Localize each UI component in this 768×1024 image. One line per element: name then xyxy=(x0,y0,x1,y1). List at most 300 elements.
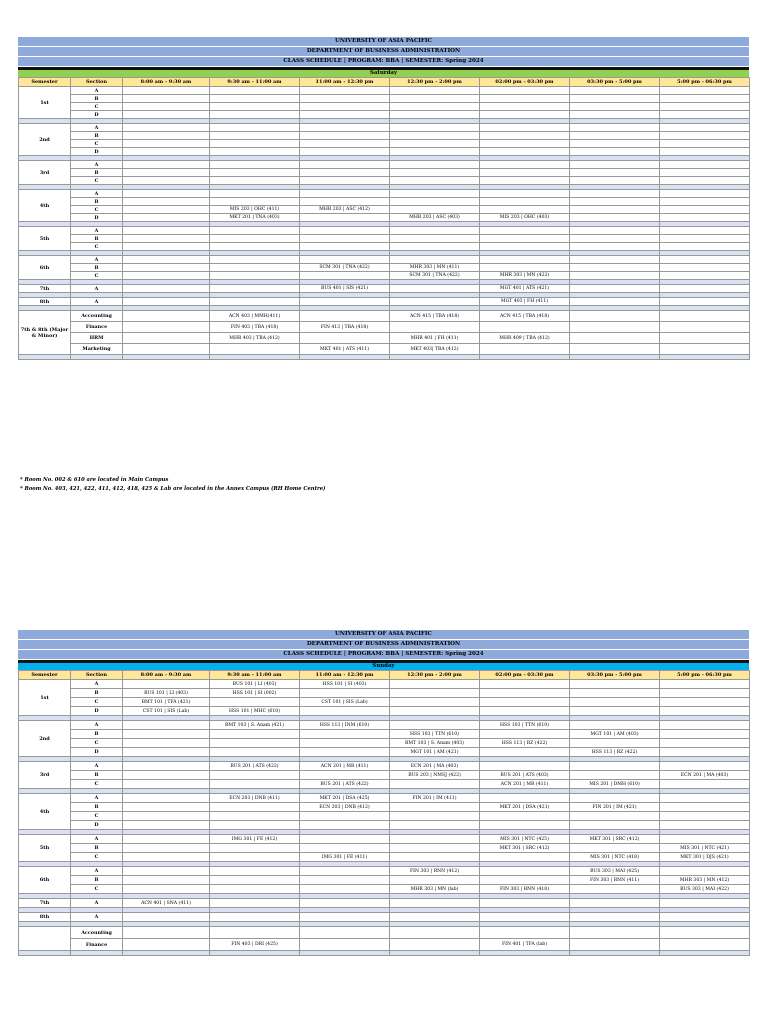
class-cell xyxy=(480,124,570,132)
column-header: 8:00 am - 9:30 am xyxy=(123,671,210,680)
class-cell xyxy=(570,285,660,293)
class-cell xyxy=(570,177,660,185)
class-cell xyxy=(660,689,750,698)
class-cell xyxy=(210,867,300,876)
class-cell: ECN 201 | MA (403) xyxy=(660,771,750,780)
class-cell xyxy=(210,169,300,177)
class-cell xyxy=(210,148,300,156)
class-cell xyxy=(660,698,750,707)
class-cell: HSS 113 | RZ (422) xyxy=(480,739,570,748)
class-cell xyxy=(570,721,660,730)
class-cell xyxy=(660,794,750,803)
table-row xyxy=(19,680,750,689)
table-row xyxy=(19,214,750,222)
class-cell xyxy=(570,87,660,95)
class-cell xyxy=(390,721,480,730)
class-cell xyxy=(390,95,480,103)
class-cell xyxy=(300,876,390,885)
class-cell xyxy=(480,867,570,876)
class-cell: MGT 403 | FH (411) xyxy=(480,298,570,306)
class-cell xyxy=(570,913,660,922)
class-cell xyxy=(300,939,390,951)
class-cell xyxy=(123,913,210,922)
class-cell xyxy=(660,913,750,922)
semester-cell: 3rd xyxy=(19,161,71,185)
class-cell xyxy=(123,762,210,771)
class-cell xyxy=(210,748,300,757)
class-cell xyxy=(660,243,750,251)
table-row xyxy=(19,707,750,716)
table-row xyxy=(19,235,750,243)
section-cell: B xyxy=(71,844,123,853)
class-cell xyxy=(390,899,480,908)
class-cell xyxy=(123,111,210,119)
section-cell: B xyxy=(71,95,123,103)
class-cell xyxy=(210,780,300,789)
class-cell xyxy=(660,214,750,222)
column-header: 12:30 pm - 2:00 pm xyxy=(390,78,480,87)
class-cell xyxy=(210,235,300,243)
class-cell xyxy=(480,913,570,922)
class-cell xyxy=(390,680,480,689)
group-separator xyxy=(19,355,750,360)
class-cell xyxy=(570,124,660,132)
class-cell xyxy=(123,87,210,95)
table-row xyxy=(19,748,750,757)
section-cell: C xyxy=(71,177,123,185)
class-cell: IMG 301 | FE (411) xyxy=(300,853,390,862)
class-cell xyxy=(210,177,300,185)
class-cell xyxy=(210,256,300,264)
section-cell: B xyxy=(71,198,123,206)
class-cell xyxy=(660,835,750,844)
class-cell: MIS 203 | OHC (403) xyxy=(480,214,570,222)
class-cell xyxy=(390,198,480,206)
section-cell: A xyxy=(71,794,123,803)
class-cell xyxy=(210,264,300,272)
class-cell xyxy=(570,812,660,821)
class-cell xyxy=(390,103,480,111)
class-cell xyxy=(300,190,390,198)
table-row xyxy=(19,927,750,939)
table-row xyxy=(19,899,750,908)
class-cell xyxy=(570,103,660,111)
class-cell xyxy=(660,730,750,739)
class-cell xyxy=(480,730,570,739)
class-cell xyxy=(123,206,210,214)
class-cell xyxy=(570,794,660,803)
class-cell xyxy=(660,939,750,951)
class-cell xyxy=(210,885,300,894)
separator-cell xyxy=(300,951,390,956)
class-cell xyxy=(570,243,660,251)
section-cell: B xyxy=(71,264,123,272)
class-cell xyxy=(660,322,750,333)
class-cell xyxy=(210,285,300,293)
table-row xyxy=(19,803,750,812)
university-title: UNIVERSITY OF ASIA PACIFIC xyxy=(18,37,749,47)
class-cell xyxy=(390,803,480,812)
class-cell xyxy=(660,762,750,771)
table-body xyxy=(19,87,750,360)
semester-cell: 1st xyxy=(19,87,71,119)
class-cell xyxy=(123,148,210,156)
table-row xyxy=(19,169,750,177)
table-row xyxy=(19,913,750,922)
class-cell xyxy=(570,256,660,264)
separator-cell xyxy=(210,355,300,360)
class-cell xyxy=(570,169,660,177)
class-cell xyxy=(210,298,300,306)
class-cell: FIN 303 | RNN (411) xyxy=(570,876,660,885)
table-row xyxy=(19,844,750,853)
class-cell xyxy=(390,939,480,951)
section-cell: A xyxy=(71,227,123,235)
class-cell xyxy=(570,344,660,355)
class-cell xyxy=(300,235,390,243)
class-cell xyxy=(390,821,480,830)
class-cell xyxy=(123,835,210,844)
class-cell xyxy=(390,124,480,132)
class-cell: MIS 301 | NTC (425) xyxy=(480,835,570,844)
class-cell xyxy=(123,198,210,206)
class-cell xyxy=(123,939,210,951)
class-cell xyxy=(300,821,390,830)
class-cell: BUS 201 | ATS (422) xyxy=(300,780,390,789)
table-row xyxy=(19,177,750,185)
section-cell: B xyxy=(71,132,123,140)
class-cell xyxy=(570,132,660,140)
class-cell xyxy=(390,256,480,264)
schedule-table xyxy=(18,77,750,360)
class-cell: FIN 403 | TBA (418) xyxy=(210,322,300,333)
semester-cell xyxy=(19,927,71,951)
class-cell xyxy=(210,124,300,132)
class-cell xyxy=(570,939,660,951)
column-header: 02:00 pm - 03:30 pm xyxy=(480,78,570,87)
class-cell xyxy=(390,844,480,853)
class-cell xyxy=(570,885,660,894)
separator-cell xyxy=(570,951,660,956)
section-cell: A xyxy=(71,899,123,908)
class-cell xyxy=(300,333,390,344)
semester-cell: 2nd xyxy=(19,124,71,156)
separator-cell xyxy=(480,951,570,956)
section-cell: A xyxy=(71,835,123,844)
class-cell xyxy=(123,161,210,169)
university-title: UNIVERSITY OF ASIA PACIFIC xyxy=(18,630,749,640)
class-cell xyxy=(660,227,750,235)
class-cell: FIN 413 | TBA (418) xyxy=(300,322,390,333)
separator-cell xyxy=(123,355,210,360)
class-cell xyxy=(480,876,570,885)
class-cell xyxy=(660,264,750,272)
class-cell xyxy=(570,206,660,214)
semester-cell: 4th xyxy=(19,190,71,222)
table-row xyxy=(19,867,750,876)
class-cell xyxy=(210,876,300,885)
separator-cell xyxy=(19,951,71,956)
class-cell: MIS 301 | NTC (418) xyxy=(570,853,660,862)
class-cell xyxy=(123,748,210,757)
class-cell xyxy=(123,812,210,821)
class-cell xyxy=(660,780,750,789)
class-cell xyxy=(300,140,390,148)
table-row xyxy=(19,812,750,821)
class-cell: FIN 303 | RNN (412) xyxy=(390,867,480,876)
class-cell xyxy=(480,322,570,333)
class-cell xyxy=(570,264,660,272)
class-cell xyxy=(570,762,660,771)
class-cell xyxy=(300,739,390,748)
table-row xyxy=(19,111,750,119)
class-cell xyxy=(660,148,750,156)
semester-cell: 2nd xyxy=(19,721,71,757)
class-cell xyxy=(210,344,300,355)
class-cell xyxy=(300,899,390,908)
class-cell xyxy=(300,835,390,844)
class-cell: FIN 201 | IM (421) xyxy=(570,803,660,812)
separator-cell xyxy=(480,355,570,360)
section-cell: Marketing xyxy=(71,344,123,355)
class-cell xyxy=(300,177,390,185)
section-cell: A xyxy=(71,721,123,730)
class-cell xyxy=(480,927,570,939)
class-cell xyxy=(390,161,480,169)
class-cell xyxy=(660,87,750,95)
class-cell: HSS 113 | INM (610) xyxy=(300,721,390,730)
class-cell xyxy=(570,214,660,222)
department-title: DEPARTMENT OF BUSINESS ADMINISTRATION xyxy=(18,640,749,650)
semester-cell: 8th xyxy=(19,913,71,922)
column-header: 02:00 pm - 03:30 pm xyxy=(480,671,570,680)
class-cell xyxy=(390,285,480,293)
class-cell xyxy=(390,140,480,148)
class-cell: MGT 101 | AM (421) xyxy=(390,748,480,757)
semester-cell: 1st xyxy=(19,680,71,716)
class-cell xyxy=(480,680,570,689)
class-cell xyxy=(123,227,210,235)
section-cell: HRM xyxy=(71,333,123,344)
separator-cell xyxy=(570,355,660,360)
class-cell xyxy=(210,821,300,830)
class-cell xyxy=(300,243,390,251)
semester-cell: 7th & 8th (Major & Minor) xyxy=(19,311,71,355)
column-header: 03:30 pm - 5:00 pm xyxy=(570,78,660,87)
class-cell xyxy=(300,885,390,894)
class-cell xyxy=(660,103,750,111)
class-cell xyxy=(300,707,390,716)
footnotes xyxy=(20,476,325,493)
separator-cell xyxy=(390,355,480,360)
class-cell xyxy=(390,298,480,306)
class-cell xyxy=(390,87,480,95)
table-row xyxy=(19,689,750,698)
class-cell xyxy=(480,140,570,148)
section-cell: D xyxy=(71,821,123,830)
class-cell xyxy=(480,132,570,140)
separator-cell xyxy=(71,951,123,956)
class-cell xyxy=(210,272,300,280)
class-cell xyxy=(390,177,480,185)
class-cell: BUS 303 | MAI (422) xyxy=(660,885,750,894)
class-cell xyxy=(570,198,660,206)
class-cell xyxy=(390,206,480,214)
class-cell: HSS 103 | TTN (610) xyxy=(390,730,480,739)
section-cell: A xyxy=(71,256,123,264)
class-cell xyxy=(480,264,570,272)
class-cell xyxy=(390,227,480,235)
separator-cell xyxy=(210,951,300,956)
class-cell: FIN 303 | RNN (418) xyxy=(480,885,570,894)
column-header: Semester xyxy=(19,671,71,680)
class-cell xyxy=(210,803,300,812)
semester-cell: 8th xyxy=(19,298,71,306)
class-cell xyxy=(300,913,390,922)
column-header-row xyxy=(19,671,750,680)
class-cell: MKT 201 | DSA (421) xyxy=(480,803,570,812)
class-cell xyxy=(210,198,300,206)
section-cell: C xyxy=(71,780,123,789)
day-label: Sunday xyxy=(18,660,749,670)
class-cell xyxy=(123,95,210,103)
class-cell xyxy=(300,148,390,156)
class-cell xyxy=(300,132,390,140)
class-cell: BMT 103 | S. Anam (403) xyxy=(390,739,480,748)
table-row xyxy=(19,95,750,103)
section-cell: C xyxy=(71,698,123,707)
class-cell xyxy=(480,762,570,771)
class-cell xyxy=(660,867,750,876)
class-cell xyxy=(390,927,480,939)
class-cell xyxy=(123,272,210,280)
separator-cell xyxy=(123,951,210,956)
table-row xyxy=(19,227,750,235)
class-cell xyxy=(390,853,480,862)
class-cell xyxy=(300,927,390,939)
class-cell xyxy=(480,821,570,830)
saturday-schedule xyxy=(18,37,749,360)
section-cell: C xyxy=(71,739,123,748)
class-cell xyxy=(123,927,210,939)
class-cell xyxy=(123,885,210,894)
table-row xyxy=(19,876,750,885)
class-cell: ACN 401 | SNA (411) xyxy=(123,899,210,908)
class-cell: ECN 201 | MA (403) xyxy=(390,762,480,771)
class-cell xyxy=(390,169,480,177)
class-cell: ECN 203 | DNB (412) xyxy=(300,803,390,812)
class-cell xyxy=(570,140,660,148)
schedule-table xyxy=(18,670,750,956)
column-header-row xyxy=(19,78,750,87)
table-row xyxy=(19,721,750,730)
class-cell xyxy=(210,913,300,922)
footnote: * Room No. 403, 421, 422, 411, 412, 418, 425 & Lab are located in the Annex Campus (RH Home Centre) xyxy=(20,485,326,492)
table-row xyxy=(19,103,750,111)
class-cell xyxy=(300,298,390,306)
section-cell: A xyxy=(71,867,123,876)
table-row xyxy=(19,698,750,707)
class-cell xyxy=(390,913,480,922)
class-cell xyxy=(660,111,750,119)
table-row xyxy=(19,885,750,894)
section-cell: B xyxy=(71,771,123,780)
semester-cell: 5th xyxy=(19,227,71,251)
class-cell: IMG 301 | FE (412) xyxy=(210,835,300,844)
schedule-title: CLASS SCHEDULE | PROGRAM: BBA | SEMESTER: Spring 2024 xyxy=(18,650,749,660)
class-cell xyxy=(300,689,390,698)
class-cell xyxy=(570,333,660,344)
section-cell: A xyxy=(71,87,123,95)
class-cell xyxy=(660,95,750,103)
class-cell: ECN 203 | DNB (411) xyxy=(210,794,300,803)
class-cell xyxy=(660,927,750,939)
class-cell xyxy=(660,198,750,206)
class-cell xyxy=(660,177,750,185)
class-cell xyxy=(660,298,750,306)
class-cell: FIN 403 | DRI (425) xyxy=(210,939,300,951)
table-row xyxy=(19,730,750,739)
class-cell xyxy=(480,198,570,206)
column-header: 11:00 am - 12:30 pm xyxy=(300,78,390,87)
class-cell xyxy=(300,748,390,757)
class-cell xyxy=(210,111,300,119)
section-cell: A xyxy=(71,285,123,293)
class-cell xyxy=(123,235,210,243)
class-cell xyxy=(123,322,210,333)
section-cell: C xyxy=(71,103,123,111)
class-cell xyxy=(390,235,480,243)
table-row xyxy=(19,256,750,264)
class-cell xyxy=(480,111,570,119)
table-row xyxy=(19,794,750,803)
class-cell xyxy=(210,190,300,198)
class-cell xyxy=(123,190,210,198)
section-cell: B xyxy=(71,730,123,739)
class-cell: SCM 301 | TNA (422) xyxy=(390,272,480,280)
class-cell: MHR 303 | MN (lab) xyxy=(390,885,480,894)
class-cell xyxy=(570,322,660,333)
class-cell xyxy=(123,730,210,739)
class-cell xyxy=(660,235,750,243)
class-cell: MKT 301 | SRC (412) xyxy=(570,835,660,844)
class-cell: MHR 401 | FH (411) xyxy=(390,333,480,344)
section-cell: C xyxy=(71,885,123,894)
class-cell xyxy=(123,140,210,148)
section-cell: A xyxy=(71,762,123,771)
section-cell: Finance xyxy=(71,322,123,333)
class-cell xyxy=(390,707,480,716)
class-cell: SCM 301 | TNA (422) xyxy=(300,264,390,272)
semester-cell: 5th xyxy=(19,835,71,862)
separator-cell xyxy=(390,951,480,956)
semester-cell: 6th xyxy=(19,256,71,280)
semester-cell: 3rd xyxy=(19,762,71,789)
class-cell xyxy=(660,256,750,264)
class-cell xyxy=(123,821,210,830)
class-cell xyxy=(210,927,300,939)
class-cell: BUS 303 | MAI (425) xyxy=(570,867,660,876)
table-row xyxy=(19,148,750,156)
class-cell xyxy=(123,177,210,185)
schedule-title: CLASS SCHEDULE | PROGRAM: BBA | SEMESTER: Spring 2024 xyxy=(18,57,749,67)
class-cell: MKT 301 | DJS (421) xyxy=(660,853,750,862)
class-cell: MKT 301 | SRC (412) xyxy=(480,844,570,853)
class-cell: HSS 101 | MHC (610) xyxy=(210,707,300,716)
class-cell xyxy=(300,844,390,853)
class-cell xyxy=(480,148,570,156)
class-cell xyxy=(300,311,390,322)
